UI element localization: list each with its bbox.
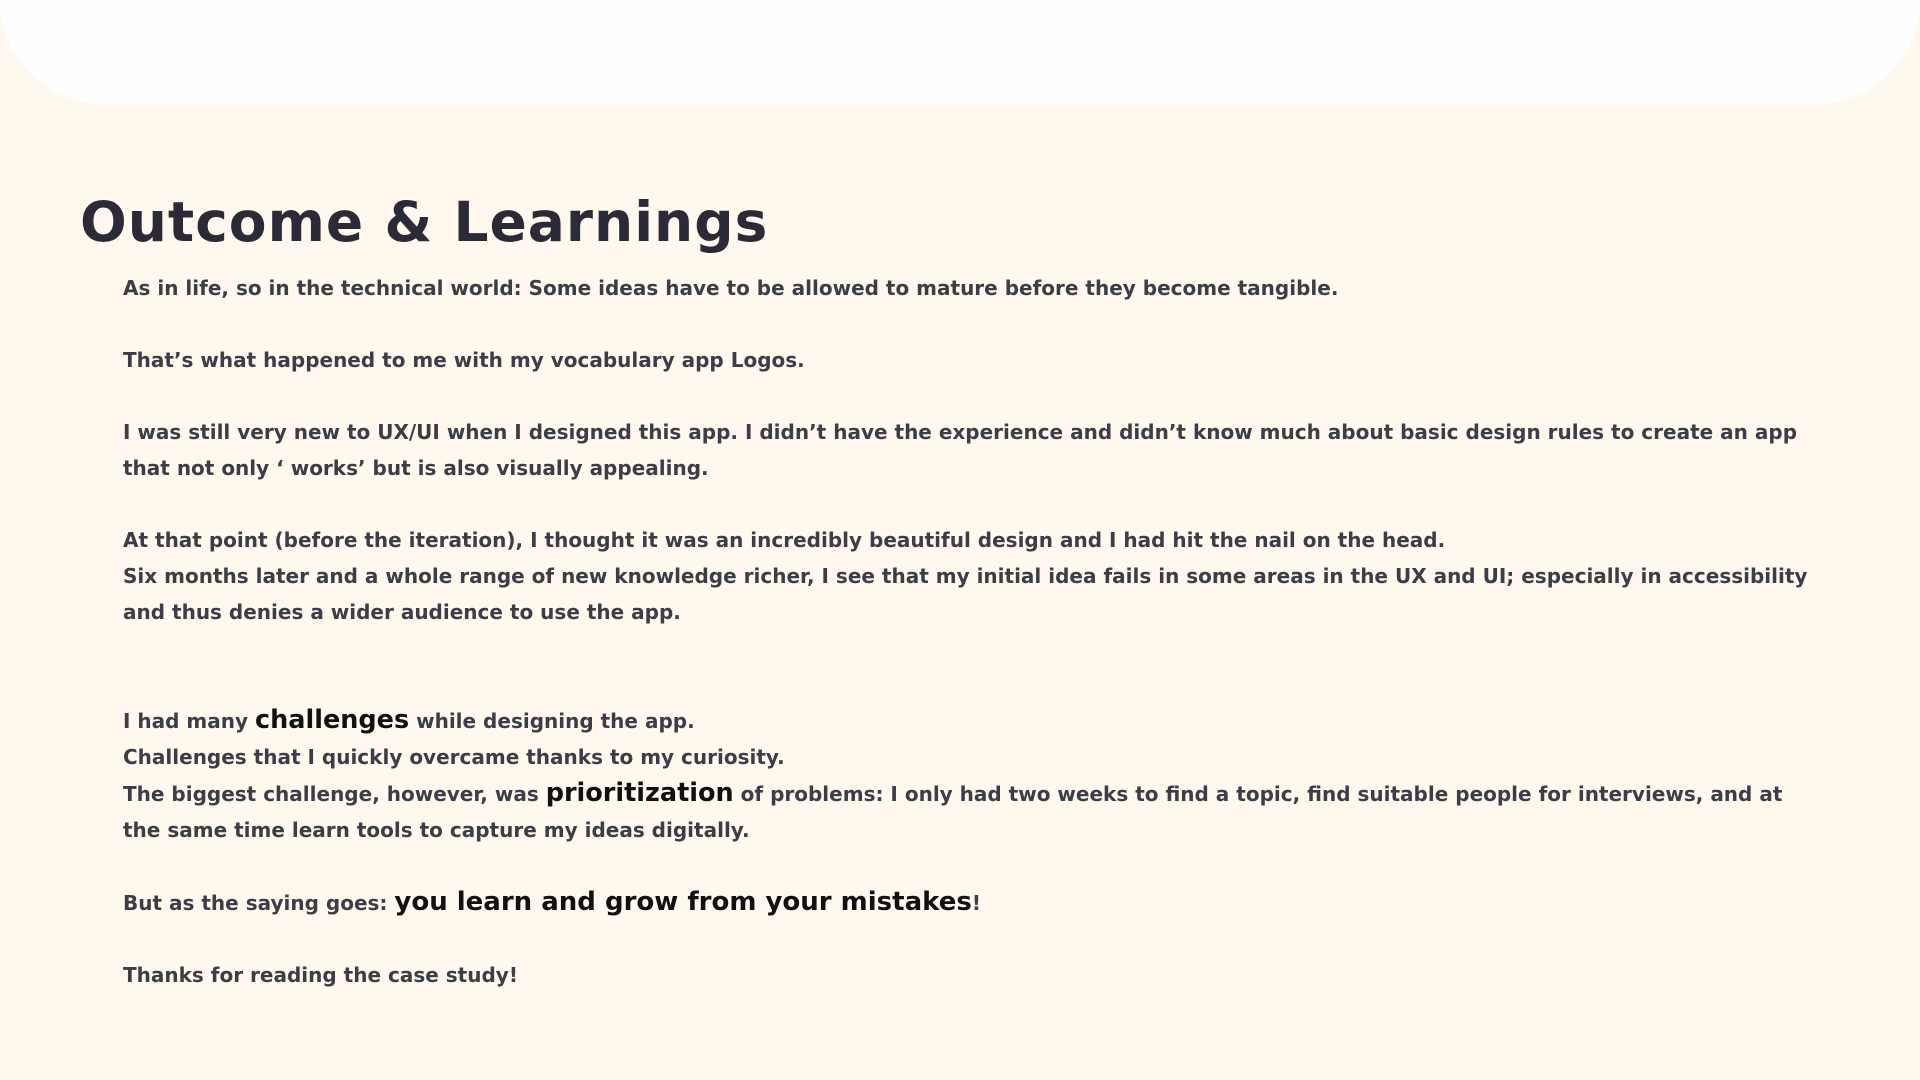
- paragraph-curiosity: Challenges that I quickly overcame thanks to my curiosity.: [123, 745, 785, 769]
- emphasis-learn-and-grow: you learn and grow from your mistakes: [394, 887, 972, 917]
- spacer: [123, 630, 1823, 702]
- paragraph-before-iteration: At that point (before the iteration), I thought it was an incredibly beautiful design and I had hit the nail on the head.: [123, 528, 1446, 552]
- spacer: [123, 378, 1823, 414]
- text-fragment: The biggest challenge, however, was: [123, 782, 546, 806]
- spacer: [123, 848, 1823, 884]
- spacer: [123, 486, 1823, 522]
- text-fragment: while designing the app.: [409, 709, 695, 733]
- spacer: [123, 921, 1823, 957]
- emphasis-challenges: challenges: [255, 705, 410, 735]
- section-title: Outcome & Learnings: [80, 190, 769, 254]
- paragraph-mature-ideas: As in life, so in the technical world: Some ideas have to be allowed to mature before they become tangible.: [123, 276, 1339, 300]
- paragraph-new-to-ux: I was still very new to UX/UI when I designed this app. I didn’t have the experience and didn’t know much about basic design rules to create an app that not only ‘ works’ but is also visually appealing.: [123, 420, 1798, 480]
- text-fragment: !: [971, 891, 981, 915]
- spacer: [123, 306, 1823, 342]
- paragraph-six-months-later: Six months later and a whole range of new knowledge richer, I see that my initial idea fails in some areas in the UX and UI; especially in accessibility and thus denies a wider audience to use the app.: [123, 564, 1808, 624]
- text-fragment: I had many: [123, 709, 255, 733]
- paragraph-saying: [123, 884, 1823, 921]
- paragraph-challenges: [123, 702, 1823, 739]
- paragraph-logos-app: That’s what happened to me with my vocabulary app Logos.: [123, 348, 805, 372]
- text-fragment: But as the saying goes:: [123, 891, 395, 915]
- paragraph-thanks: Thanks for reading the case study!: [123, 963, 518, 987]
- emphasis-prioritization: prioritization: [545, 778, 734, 808]
- paragraph-prioritization: [123, 775, 1823, 848]
- text-fragment: of problems: I only had two weeks to find a topic, find suitable people for interviews, and at the same time learn tools to capture my ideas digitally.: [123, 782, 1783, 842]
- section-body: [123, 270, 1823, 993]
